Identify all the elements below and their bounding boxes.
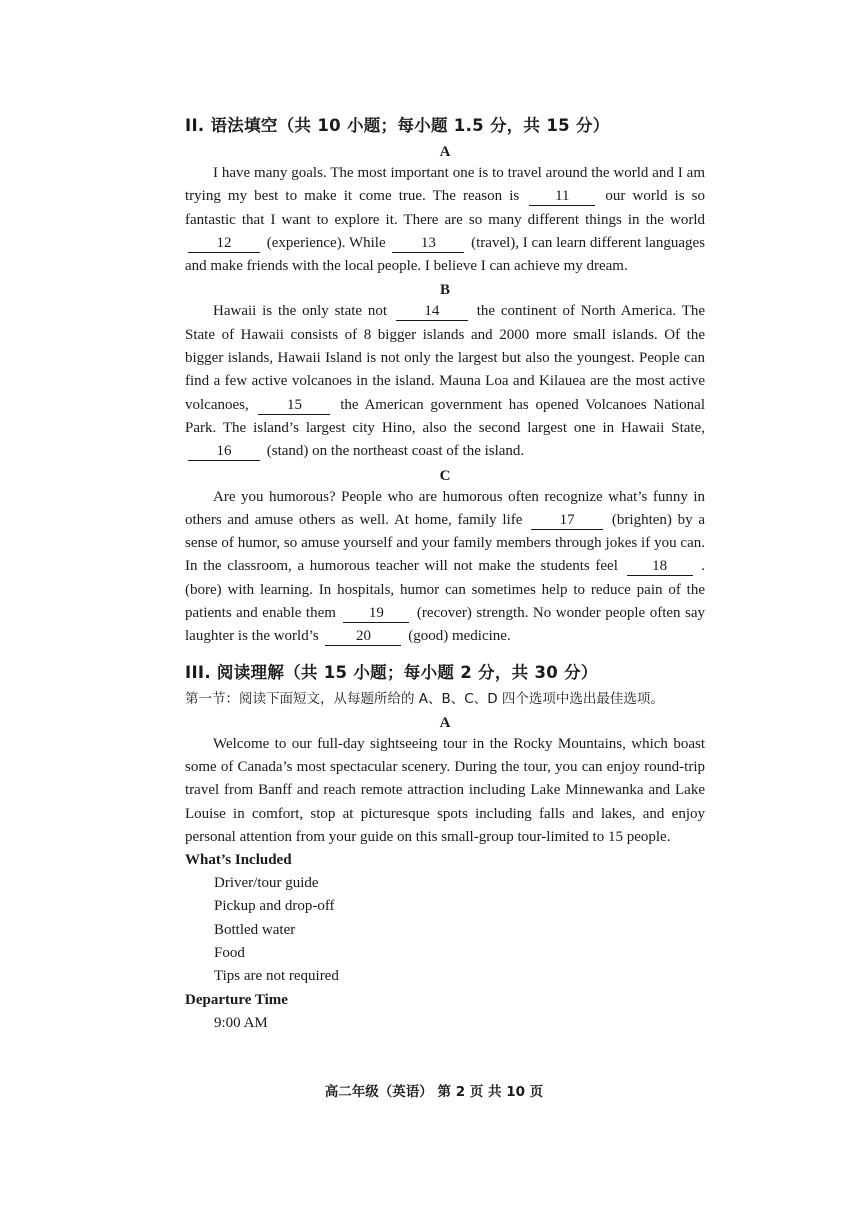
blank-20: 20 (325, 628, 401, 646)
passage-a-text (185, 162, 705, 278)
passage-text: our world is so fantastic that I want to explore it. There are so many different things in the world (185, 188, 706, 228)
reading-a-letter: A (439, 714, 451, 731)
blank-14: 14 (396, 303, 468, 321)
list-item: Food (214, 945, 245, 962)
passage-text: (stand) on the northeast coast of the island. (266, 443, 525, 460)
passage-text: . (bore) with learning. In hospitals, humor can sometimes help to reduce pain of the patients and enable them (185, 558, 705, 622)
list-item: Pickup and drop-off (214, 898, 335, 915)
exam-page (185, 112, 705, 1035)
list-item: Bottled water (214, 921, 296, 938)
passage-text: the continent of North America. The State of Hawaii consists of 8 bigger islands and 2000 more small islands. Of the bigger islands, Hawaii Island is not only the largest but also the youngest. People can find a few active volcanoes in the island. Mauna Loa and Kilauea are the most active volcanoes, (185, 303, 706, 413)
passage-text: (good) medicine. (408, 628, 511, 645)
passage-c-text (185, 486, 705, 649)
included-list (185, 872, 705, 988)
departure-time-label: Departure Time (185, 991, 288, 1008)
section-3-heading: III. 阅读理解（共 15 小题；每小题 2 分，共 30 分） (185, 662, 598, 682)
passage-text: (brighten) by a sense of humor, so amuse yourself and your family members through jokes if you can. In the classroom, a humorous teacher will not make the students feel (185, 511, 706, 575)
whats-included-label: What’s Included (185, 852, 292, 869)
departure-time-value: 9:00 AM (214, 1014, 268, 1031)
passage-b-letter: B (439, 282, 450, 299)
passage-text: (travel), I can learn different languages and make friends with the local people. I believe I can achieve my dream. (185, 234, 705, 275)
blank-11: 11 (529, 188, 595, 206)
blank-13: 13 (392, 235, 464, 253)
blank-16: 16 (188, 443, 260, 461)
blank-19: 19 (343, 605, 409, 623)
passage-text: (recover) strength. No wonder people often say laughter is the world’s (185, 605, 706, 645)
passage-text: I have many goals. The most important one is to travel around the world and I am trying my best to make it come true. The reason is (185, 165, 705, 205)
section-3-instruction: 第一节：阅读下面短文，从每题所给的 A、B、C、D 四个选项中选出最佳选项。 (185, 690, 664, 707)
blank-12: 12 (188, 235, 260, 253)
passage-a-letter: A (439, 144, 451, 160)
reading-a-intro: Welcome to our full-day sightseeing tour in the Rocky Mountains, which boast some of Canada’s most spectacular scenery. During the tour, you can enjoy round-trip travel from Banff and reach remote attraction including Lake Minnewanka and Lake Louise in comfort, stop at picturesque spots including falls and lakes, and enjoy personal attention from your guide on this small-group tour-limited to 15 people. (185, 735, 705, 845)
blank-17: 17 (531, 512, 603, 530)
list-item: Tips are not required (214, 968, 339, 985)
passage-b-text (185, 300, 705, 463)
passage-text: Are you humorous? People who are humorous often recognize what’s funny in others and amuse others as well. At home, family life (185, 488, 705, 528)
section-2-heading: II. 语法填空（共 10 小题；每小题 1.5 分，共 15 分） (185, 116, 610, 135)
passage-text: (experience). While (266, 234, 386, 251)
passage-c-letter: C (439, 467, 451, 484)
blank-18: 18 (627, 558, 693, 576)
blank-15: 15 (258, 397, 330, 415)
passage-text: Hawaii is the only state not (213, 303, 388, 320)
list-item: Driver/tour guide (214, 875, 319, 892)
passage-text: the American government has opened Volcanoes National Park. The island’s largest city Hino, also the second largest one in Hawaii State, (185, 396, 706, 436)
page-footer: 高二年级（英语） 第 2 页 共 10 页 (324, 1084, 544, 1100)
